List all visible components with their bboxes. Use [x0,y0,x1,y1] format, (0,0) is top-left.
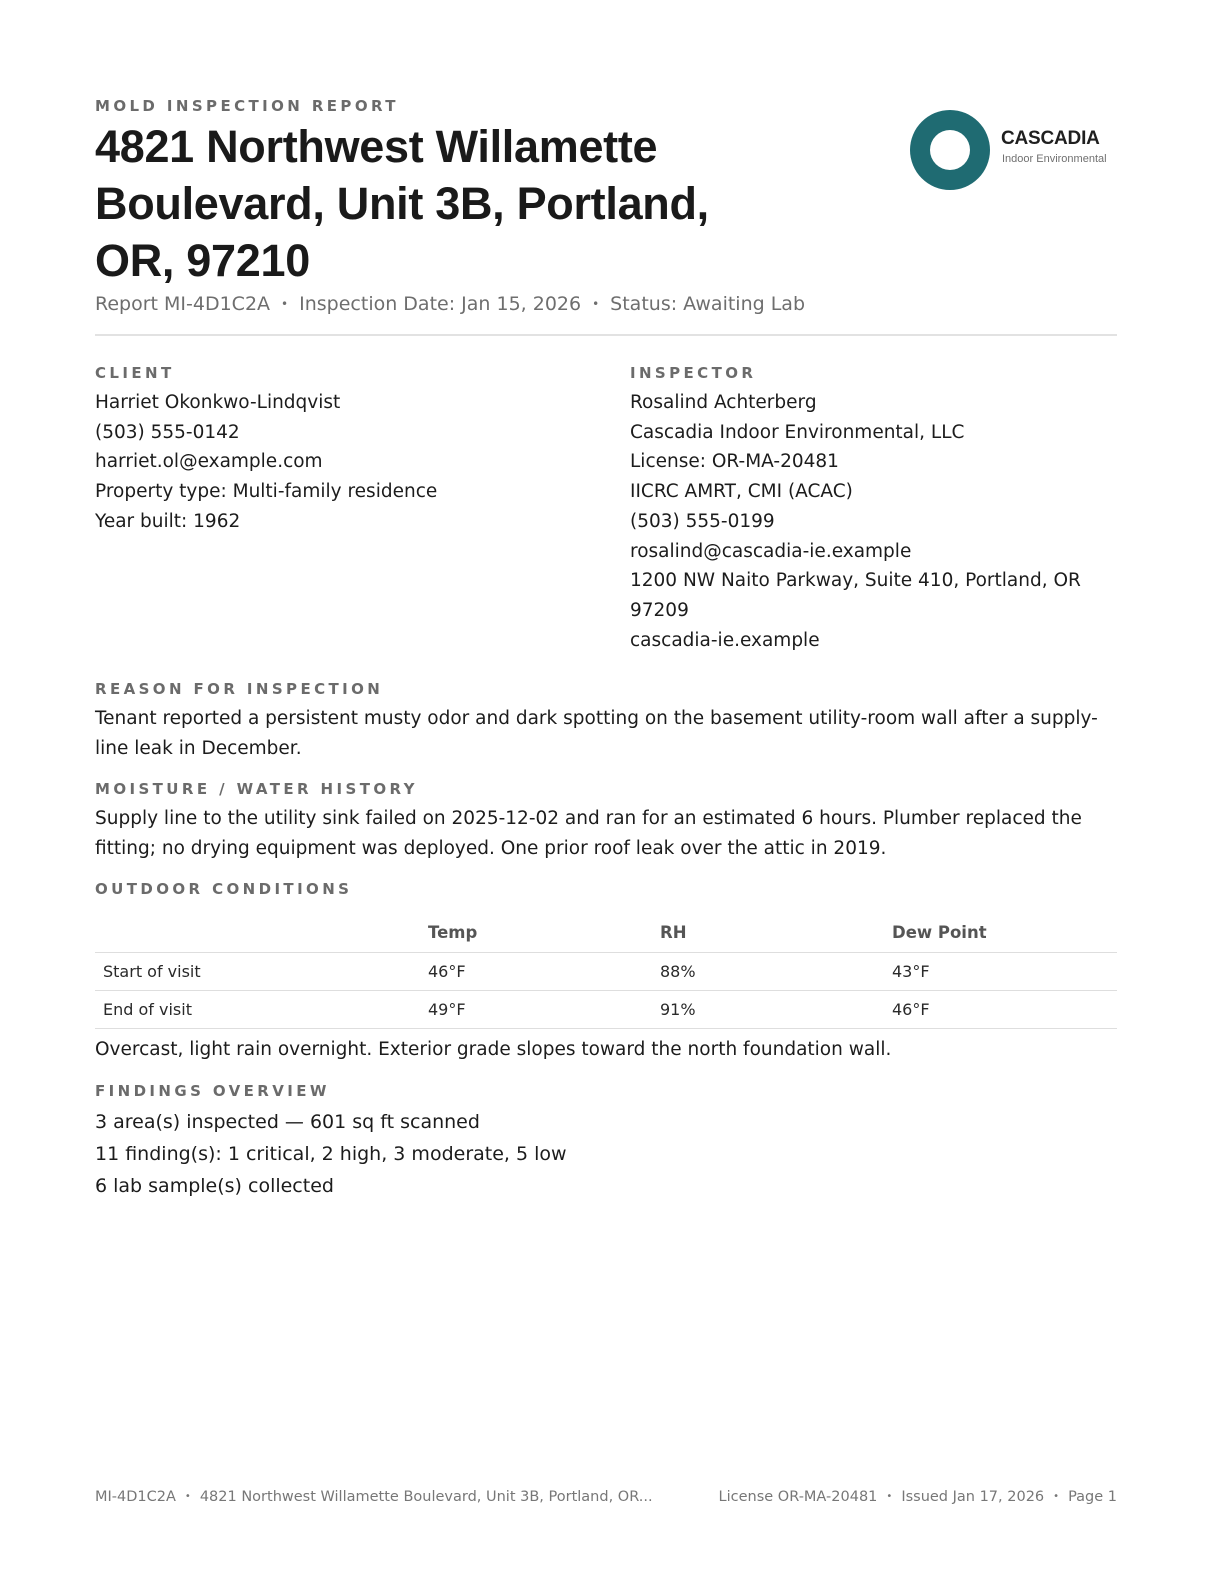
column-header [95,912,428,953]
inspector-block [630,364,1117,655]
inspection-date: Inspection Date: Jan 15, 2026 [299,293,582,315]
rh-cell: 88% [660,953,892,991]
footer-left [95,1489,653,1505]
row-label: Start of visit [95,953,428,991]
outdoor-note: Overcast, light rain overnight. Exterior grade slopes toward the north foundation wall. [95,1039,892,1060]
inspector-name: Rosalind Achterberg [630,392,817,413]
footer-page-number: Page 1 [1068,1489,1117,1505]
inspector-address: 1200 NW Naito Parkway, Suite 410, Portland, OR 97209 [630,570,1081,621]
client-phone: (503) 555-0142 [95,421,240,443]
meta-separator: • [592,297,600,311]
header-divider [95,334,1117,336]
property-type: Property type: Multi-family residence [95,481,438,503]
table-row [95,991,1117,1029]
inspector-heading: INSPECTOR [630,364,757,382]
inspector-company: Cascadia Indoor Environmental, LLC [630,421,965,443]
findings-counts: 11 finding(s): 1 critical, 2 high, 3 moderate, 5 low [95,1143,567,1165]
inspector-website: cascadia-ie.example [630,629,820,651]
footer-separator: • [1053,1491,1060,1502]
outdoor-heading: OUTDOOR CONDITIONS [95,880,353,898]
client-heading: CLIENT [95,364,175,382]
report-status: Status: Awaiting Lab [610,293,806,315]
findings-areas: 3 area(s) inspected — 601 sq ft scanned [95,1111,480,1133]
column-header-dew-point: Dew Point [892,912,1117,953]
year-built: Year built: 1962 [95,510,241,532]
table-header-row [95,912,1117,953]
logo-subtitle: Indoor Environmental [1002,153,1107,165]
reason-text: Tenant reported a persistent musty odor and dark spotting on the basement utility-room wall after a supply-line leak in December. [95,708,1098,759]
column-header-rh: RH [660,912,892,953]
footer-separator: • [886,1491,893,1502]
temp-cell: 46°F [428,953,660,991]
rh-cell: 91% [660,991,892,1029]
footer-right [719,1489,1117,1505]
property-address-title: 4821 Northwest Willamette Boulevard, Unit 3B, Portland, OR, 97210 [95,121,709,286]
client-block [95,364,575,537]
footer-report-id: MI-4D1C2A [95,1489,176,1505]
findings-section [95,1082,1117,1202]
inspector-email: rosalind@cascadia-ie.example [630,540,912,562]
meta-separator: • [281,297,289,311]
report-id: Report MI-4D1C2A [95,293,271,315]
moisture-section [95,780,1117,864]
row-label: End of visit [95,991,428,1029]
logo-name: CASCADIA [1001,128,1100,149]
reason-section [95,680,1117,764]
client-email: harriet.ol@example.com [95,451,323,473]
moisture-heading: MOISTURE / WATER HISTORY [95,780,418,798]
footer-separator: • [184,1491,191,1502]
client-name: Harriet Okonkwo-Lindqvist [95,392,341,413]
outdoor-conditions-table [95,912,1117,1029]
inspector-license: License: OR-MA-20481 [630,451,839,473]
findings-heading: FINDINGS OVERVIEW [95,1082,330,1100]
company-logo [910,110,1120,192]
temp-cell: 49°F [428,991,660,1029]
table-row [95,953,1117,991]
inspector-phone: (503) 555-0199 [630,510,775,532]
dew-point-cell: 46°F [892,991,1117,1029]
inspector-certifications: IICRC AMRT, CMI (ACAC) [630,481,853,503]
logo-ring-icon [910,110,990,190]
dew-point-cell: 43°F [892,953,1117,991]
report-kicker: MOLD INSPECTION REPORT [95,97,399,115]
outdoor-section [95,880,1117,1065]
moisture-text: Supply line to the utility sink failed on 2025-12-02 and ran for an estimated 6 hours. Plumber replaced the fitting; no drying equipment was deployed. One prior roof leak over the attic in 2019. [95,808,1082,859]
footer-address: 4821 Northwest Willamette Boulevard, Unit 3B, Portland, OR... [199,1489,653,1505]
footer-license: License OR-MA-20481 [718,1489,878,1505]
column-header-temp: Temp [428,912,660,953]
report-page [95,0,1117,1584]
findings-samples: 6 lab sample(s) collected [95,1175,334,1197]
footer-issued: Issued Jan 17, 2026 [901,1489,1045,1505]
reason-heading: REASON FOR INSPECTION [95,680,384,698]
report-meta [95,293,805,315]
